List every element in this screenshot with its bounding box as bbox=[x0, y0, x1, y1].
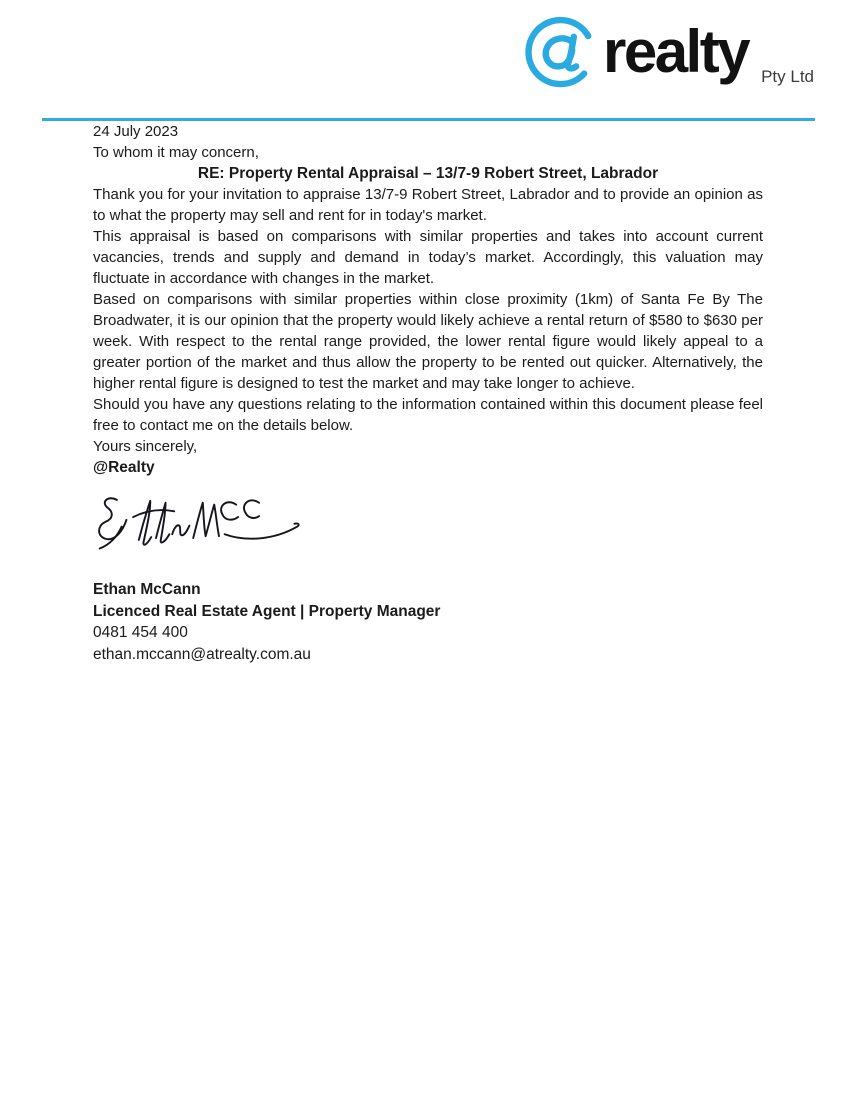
paragraph-appraisal: Based on comparisons with similar properties within close proximity (1km) of Santa Fe By The Broadwater, it is our opinion that the property would likely achieve a rental return of $580 to $630 per week. With respect to the rental range provided, the lower rental figure would likely appeal to a greater portion of the market and thus allow the property to be rented out quicker. Alternatively, the higher rental figure is designed to test the market and may take longer to achieve. bbox=[93, 291, 763, 392]
paragraph-basis: This appraisal is based on comparisons with similar properties and takes into account current vacancies, trends and supply and demand in today’s market. Accordingly, this valuation may fluctuate in accordance with changes in the market. bbox=[93, 228, 763, 287]
signatory-email: ethan.mccann@atrealty.com.au bbox=[93, 645, 311, 663]
paragraph-intro: Thank you for your invitation to appraise 13/7-9 Robert Street, Labrador and to provide an opinion as to what the property may sell and rent for in today's market. bbox=[93, 186, 763, 224]
contact-block bbox=[93, 579, 763, 665]
letter-body bbox=[93, 121, 763, 665]
closing: Yours sincerely, bbox=[93, 438, 198, 455]
company-name: @Realty bbox=[93, 459, 155, 476]
logo-brand-text: realty bbox=[602, 18, 749, 85]
realty-logo bbox=[521, 12, 814, 104]
subject-line: RE: Property Rental Appraisal – 13/7-9 Robert Street, Labrador bbox=[197, 165, 659, 182]
handwritten-signature bbox=[93, 484, 763, 552]
salutation: To whom it may concern, bbox=[93, 144, 259, 161]
letterhead bbox=[0, 0, 854, 104]
paragraph-contact: Should you have any questions relating to the information contained within this document please feel free to contact me on the details below. bbox=[93, 396, 763, 434]
signatory-phone: 0481 454 400 bbox=[93, 624, 188, 641]
signatory-title: Licenced Real Estate Agent | Property Manager bbox=[93, 602, 441, 620]
logo-suffix-text: Pty Ltd bbox=[761, 67, 814, 86]
signatory-name: Ethan McCann bbox=[93, 581, 201, 598]
at-symbol-icon bbox=[521, 12, 601, 92]
letter-date: 24 July 2023 bbox=[93, 123, 179, 140]
